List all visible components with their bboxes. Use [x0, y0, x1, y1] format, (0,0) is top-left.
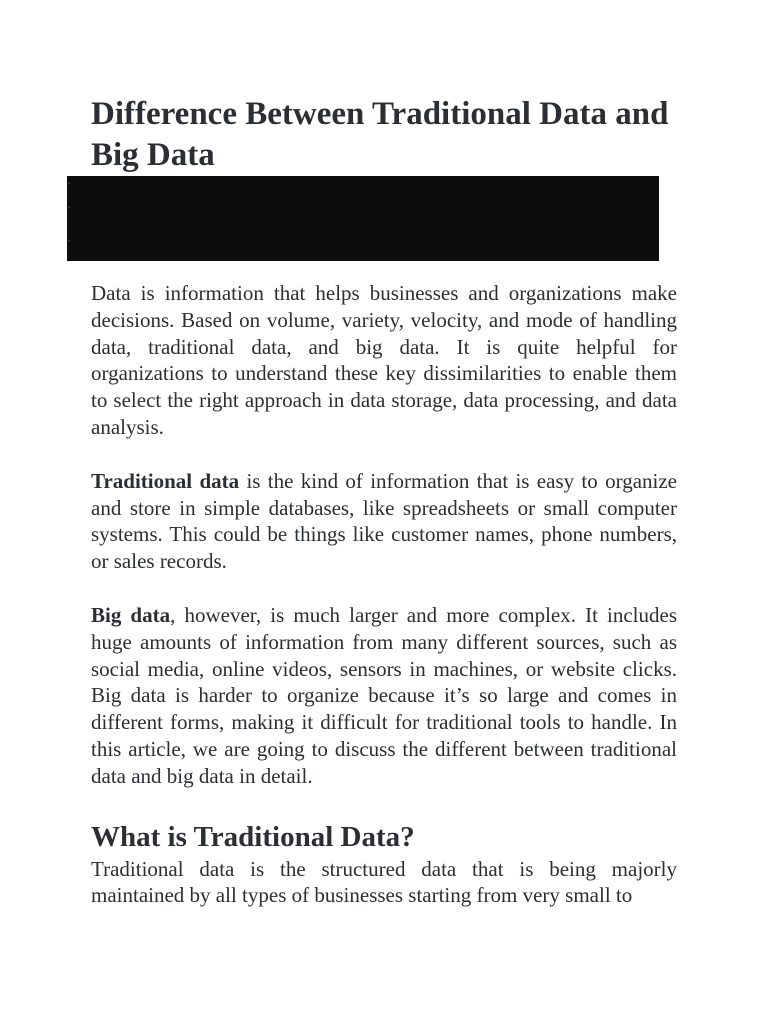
intro-paragraph: Data is information that helps businesses and organizations make decisions. Based on volume, variety, velocity, and mode of handling data, traditional data, and big data. It is quite helpful for organizations to understand these key dissimilarities to enable them to select the right approach in data storage, data processing, and data analysis.	[91, 281, 677, 439]
big-data-term: Big data	[91, 602, 171, 627]
section-paragraph: Traditional data is the structured data that is being majorly maintained by all types of businesses starting from very small to	[91, 856, 677, 908]
bullet-mark	[68, 206, 70, 208]
big-data-text: , however, is much larger and more complex. It includes huge amounts of information from many different sources, such as social media, online videos, sensors in machines, or website clicks. Big data is harder to organize because it’s so large and comes in different forms, making it difficult for traditional tools to handle. In this article, we are going to discuss the different between traditional data and big data in detail.	[91, 602, 677, 788]
article-body	[91, 280, 677, 909]
redacted-banner	[67, 176, 659, 261]
bullet-mark	[68, 182, 70, 184]
traditional-data-paragraph	[91, 468, 677, 575]
section-heading: What is Traditional Data?	[91, 820, 415, 853]
traditional-data-text: is the kind of information that is easy to organize and store in simple databases, like spreadsheets or small computer systems. This could be things like customer names, phone numbers, or sales records.	[91, 468, 677, 574]
big-data-paragraph	[91, 602, 677, 790]
traditional-data-term: Traditional data	[91, 468, 240, 493]
bullet-mark	[68, 240, 70, 242]
article-title: Difference Between Traditional Data and Big Data	[91, 96, 669, 173]
